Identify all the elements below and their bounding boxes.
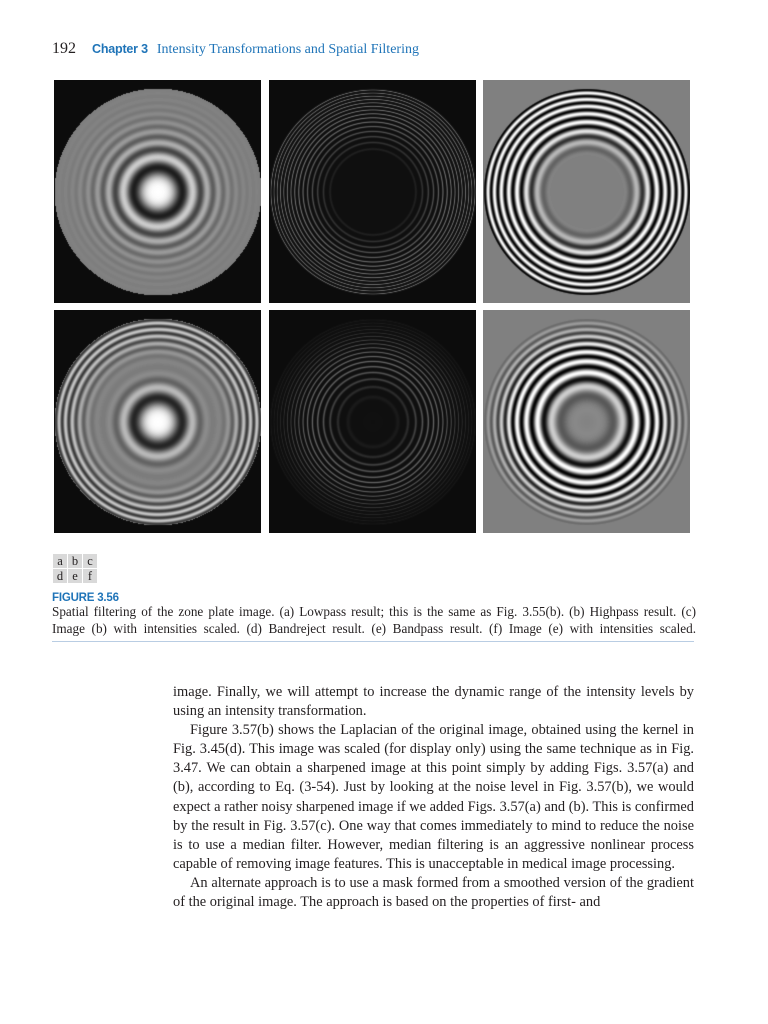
panel-letter: f xyxy=(83,569,98,584)
panel-letter-grid xyxy=(52,553,98,584)
panel-letter: a xyxy=(53,554,68,569)
chapter-label: Chapter 3 xyxy=(92,42,148,56)
figure-panel-e xyxy=(269,310,476,533)
figure-panel-d xyxy=(54,310,261,533)
figure-label: FIGURE 3.56 xyxy=(52,592,119,604)
body-paragraph: image. Finally, we will attempt to increase the dynamic range of the intensity levels by using an intensity transformation. xyxy=(173,684,694,720)
panel-letter: d xyxy=(53,569,68,584)
body-paragraph: An alternate approach is to use a mask formed from a smoothed version of the gradient of the original image. The approach is based on the properties of first- and xyxy=(173,874,694,911)
caption-divider xyxy=(52,641,694,642)
panel-letter: b xyxy=(68,554,83,569)
panel-letter: e xyxy=(68,569,83,584)
panel-letter: c xyxy=(83,554,98,569)
figure-panel-a xyxy=(54,80,261,303)
chapter-title: Intensity Transformations and Spatial Filtering xyxy=(156,42,419,57)
running-head xyxy=(52,40,419,60)
figure-panel-b xyxy=(269,80,476,303)
body-text xyxy=(173,683,694,912)
figure-caption: Spatial filtering of the zone plate image. (a) Lowpass result; this is the same as Fig. 3.55(b). (b) Highpass result. (c) Image (b) with intensities scaled. (d) Bandreject result. (e) Bandpass result. (f) Image (e) with intensities scaled. xyxy=(52,604,696,636)
page-number: 192 xyxy=(52,40,76,57)
figure-panel-c xyxy=(483,80,690,303)
figure-panel-f xyxy=(483,310,690,533)
body-paragraph: Figure 3.57(b) shows the Laplacian of the original image, obtained using the kernel in Fig. 3.45(d). This image was scaled (for display only) using the same technique as in Fig. 3.47. We can obtain a sharpened image at this point simply by adding Figs. 3.57(a) and (b), according to Eq. (3-54). Just by looking at the noise level in Fig. 3.57(b), we would expect a rather noisy sharpened image if we added Figs. 3.57(a) and (b). This is confirmed by the result in Fig. 3.57(c). One way that comes immediately to mind to reduce the noise is to use a median filter. However, median filtering is an aggressive nonlinear process capable of removing image features. This is unacceptable in medical image processing. xyxy=(173,722,694,872)
